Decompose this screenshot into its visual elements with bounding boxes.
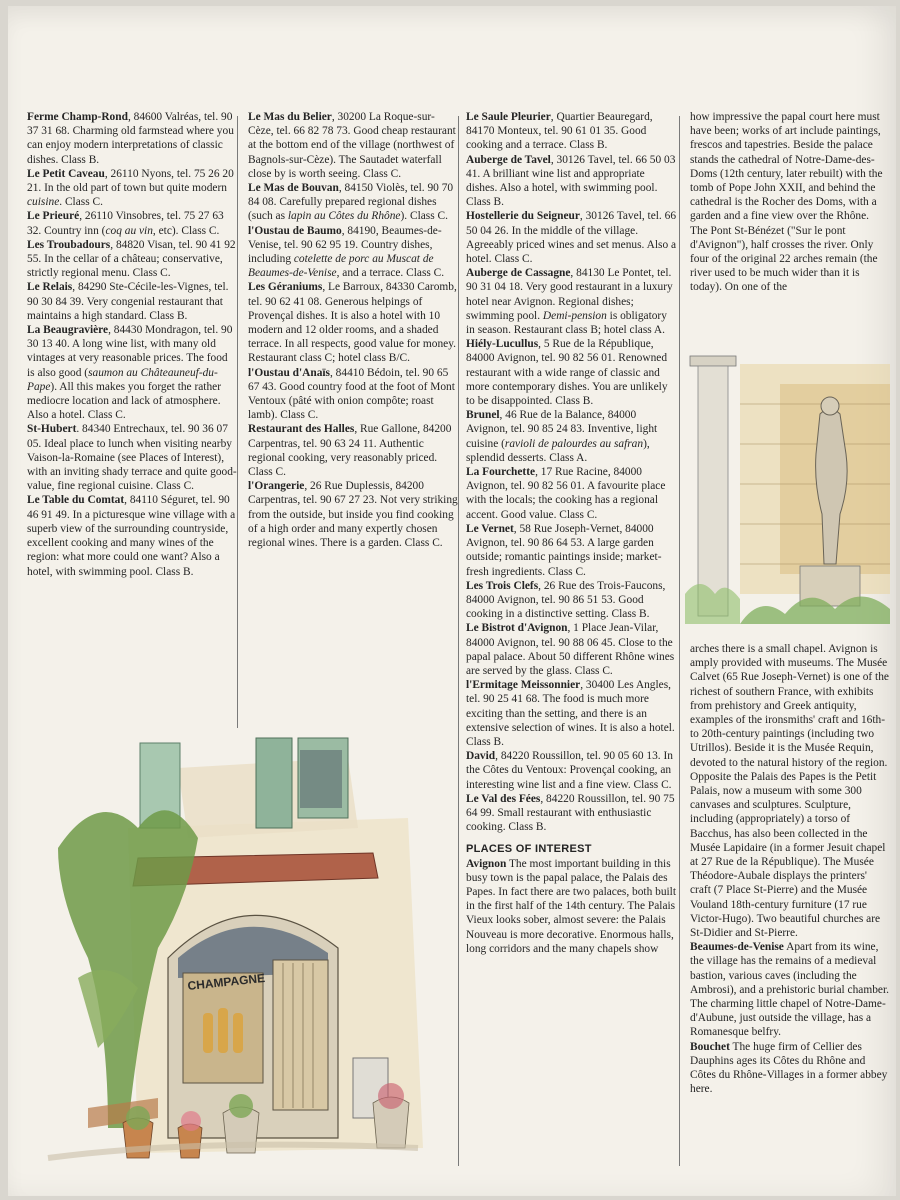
entry-text: , 84220 Roussillon, tel. 90 05 60 13. In the Côtes du Ventoux: Provençal cooking, an interesting wine list and a fine view. Class C. [466, 750, 673, 791]
entry [466, 522, 678, 579]
statue-illustration [680, 344, 894, 634]
entry-text: , 84430 Mondragon, tel. 90 30 13 40. A long wine list, with many old vintages at very reasonable prices. The food is also good ( [27, 324, 233, 379]
shop-front-illustration [28, 728, 438, 1168]
entry [248, 422, 458, 479]
entry [690, 642, 890, 940]
entry-text: , Le Barroux, 84330 Caromb, tel. 90 62 41 08. Generous helpings of Provençal dishes. It is also a hotel with 10 modern and 12 older rooms, and a shaded terrace. In all respects, good value for money. Restaurant class C; hotel class B/C. [248, 281, 457, 365]
entry-text: , 84190, Beaumes-de-Venise, tel. 90 62 95 19. Country dishes, including [248, 224, 442, 266]
entry-name: La Fourchette [466, 466, 536, 479]
entry-text: , 58 Rue Joseph-Vernet, 84000 Avignon, tel. 90 86 64 53. A large garden outside; romantic paintings inside; market-fresh ingredients. Class C. [466, 522, 662, 578]
entry-text: The huge firm of Cellier des Dauphins ages its Côtes du Rhône and Côtes du Rhône-Villages in a former abbey here. [690, 1040, 888, 1096]
entry-text: , 26 Rue des Trois-Faucons, 84000 Avignon, tel. 90 86 51 53. Good cooking in a distinctive setting. Class B. [466, 579, 666, 621]
entry-text: , 46 Rue de la Balance, 84000 Avignon, tel. 90 85 24 83. Inventive, light cuisine ( [466, 409, 658, 450]
entry-name: l'Ermitage Meissonnier [466, 679, 581, 692]
entry [466, 337, 678, 408]
entry [466, 678, 678, 749]
entry-italic: saumon au Châteauneuf-du-Pape [27, 366, 218, 393]
restaurant-list [466, 110, 678, 834]
entry-name: Le Table du Comtat [27, 494, 125, 507]
entry-italic: Demi-pension [542, 309, 607, 322]
entry [248, 280, 458, 365]
restaurant-column-2 [248, 110, 458, 550]
entry-italic: coq au vin [105, 224, 153, 237]
entry [466, 153, 678, 210]
entry-name: Le Vernet [466, 522, 514, 535]
entry-name: l'Oustau de Baumo [248, 224, 342, 237]
entry-name: Hostellerie du Seigneur [466, 210, 580, 223]
entry-text: The Pont St-Bénézet ("Sur le pont d'Avignon"), half crosses the river. Only four of the original 22 arches remain (the river used to be much wider than it is today). On one of the [690, 224, 878, 294]
entry-name: Les Trois Clefs [466, 579, 539, 592]
entry-text: , 26110 Vinsobres, tel. 75 27 63 32. Country inn ( [27, 210, 224, 237]
entry [690, 110, 890, 224]
entry-text: , 84110 Séguret, tel. 90 46 91 49. In a picturesque wine village with a superb view of the surrounding countryside, excellent cooking and many wines of the region: what more could one want? Also a hotel, with swimming pool. Class B. [27, 494, 236, 578]
entry [27, 167, 237, 210]
entry-name: St-Hubert [27, 423, 77, 436]
entry [690, 940, 890, 1039]
place-entry-avignon [466, 857, 678, 956]
entry-name: Hiély-Lucullus [466, 338, 539, 351]
entry-text: is obligatory in season. Restaurant class B; hotel class A. [466, 309, 667, 337]
entry [466, 209, 678, 266]
entry [27, 110, 237, 167]
entry [248, 110, 458, 181]
entry-name: La Beaugravière [27, 324, 109, 337]
entry-text: , 30126 Tavel, tel. 66 50 04 26. In the middle of the village. Agreeably priced wines and set menus. Also a hotel. Class C. [466, 210, 677, 266]
entry-name: Le Mas de Bouvan [248, 182, 339, 195]
entry-italic: cotelette de porc au Muscat de Beaumes-de-Venise [248, 253, 434, 280]
entry-text: , 5 Rue de la République, 84000 Avignon, tel. 90 82 56 01. Renowned restaurant with a wide range of classic and more contemporary dishes. You are unlikely to be disappointed. Class B. [466, 338, 668, 408]
entry-name: Le Petit Caveau [27, 167, 105, 180]
entry-text: , 84130 Le Pontet, tel. 90 31 04 18. Very good restaurant in a luxury hotel near Avignon. Regional dishes; swimming pool. [466, 267, 673, 322]
places-heading: PLACES OF INTEREST [466, 843, 592, 856]
entry-text: , 26110 Nyons, tel. 75 26 20 21. In the old part of town but quite modern [27, 167, 234, 195]
entry-italic: lapin au Côtes du Rhône [287, 210, 401, 223]
book-page [8, 6, 896, 1196]
entry-name: Auberge de Tavel [466, 153, 551, 166]
entry-name: Le Prieuré [27, 210, 80, 223]
place-text: The most important building in this busy town is the papal palace, the Palais des Papes. In fact there are two palaces, both built in the first half of the 14th century. The Palais Vieux looks sober, almost severe: the Palais Nouveau is more decorative. Enormous halls, long corridors and the many chapels show [466, 857, 677, 955]
entry-name: Restaurant des Halles [248, 423, 355, 436]
entry [27, 422, 237, 493]
entry [27, 238, 237, 281]
entry [466, 465, 678, 522]
entry-name: Le Saule Pleurier [466, 111, 551, 123]
entry-text: ), splendid desserts. Class A. [466, 437, 650, 464]
restaurant-column-3 [466, 110, 678, 956]
places-column-bottom [690, 642, 890, 1097]
entry [248, 366, 458, 423]
column-rule-2 [458, 116, 459, 1166]
entry [466, 579, 678, 622]
entry-text: , 30126 Tavel, tel. 66 50 03 41. A brilliant wine list and appropriate dishes. Also a hotel, with swimming pool. Class B. [466, 153, 676, 209]
entry [466, 110, 678, 153]
entry-text: , 84600 Valréas, tel. 90 37 31 68. Charming old farmstead where you can enjoy modern interpretations of classic dishes. Class B. [27, 111, 234, 166]
entry-text: ). All this makes you forget the rather mediocre location and lack of atmosphere. Also a hotel. Class C. [27, 380, 222, 422]
entry-name: Les Troubadours [27, 238, 111, 251]
entry-name: David [466, 750, 496, 763]
entry [248, 224, 458, 281]
entry-text: , 30200 La Roque-sur-Cèze, tel. 66 82 78 73. Good cheap restaurant at the bottom end of the village (northwest of Bagnols-sur-Cèze). The Sautadet waterfall close by is worth seeing. Class C. [248, 111, 456, 180]
entry [27, 323, 237, 422]
entry-text: , 84290 Ste-Cécile-les-Vignes, tel. 90 30 84 39. Very congenial restaurant that maintains a high standard. Class B. [27, 281, 229, 322]
entry-text: . 84340 Entrechaux, tel. 90 36 07 05. Ideal place to lunch when visiting nearby Vaison-la-Romaine (see Places of Interest), with an inviting shady terrace and quite good-value, fine regional cuisine. Class C. [27, 423, 237, 493]
places-column-top [690, 110, 890, 295]
entry-text: , and a terrace. Class C. [336, 267, 445, 280]
entry [248, 181, 458, 224]
entry-text: , 84820 Visan, tel. 90 41 92 55. In the cellar of a château; conservative, strictly regional menu. Class C. [27, 238, 236, 280]
entry [27, 209, 237, 237]
entry-italic: ravioli de palourdes au safran [504, 437, 644, 450]
entry-name: Bouchet [690, 1040, 730, 1053]
entry-italic: cuisine [27, 196, 60, 209]
entry [466, 792, 678, 835]
entry-name: Le Mas du Belier [248, 111, 332, 123]
place-name: Avignon [466, 857, 507, 870]
entry [248, 479, 458, 550]
entry-text: , 84410 Bédoin, tel. 90 65 67 43. Good country food at the foot of Mont Ventoux (pâté with onion compôte; roast lamb). Class C. [248, 366, 455, 422]
entry-name: Le Val des Fées [466, 792, 541, 805]
entry-name: Ferme Champ-Rond [27, 111, 128, 123]
entry [466, 408, 678, 465]
entry [27, 493, 237, 578]
entry-name: Les Géraniums [248, 281, 323, 294]
entry-name: l'Orangerie [248, 480, 305, 493]
entry-text: , etc). Class C. [152, 224, 220, 237]
entry-name: Le Relais [27, 281, 73, 294]
column-rule-3 [679, 116, 680, 1166]
entry [690, 224, 890, 295]
entry-text: . Class C. [59, 196, 103, 209]
entry-text: ). Class C. [400, 210, 448, 223]
entry-text: , 84150 Violès, tel. 90 70 84 08. Carefully prepared regional dishes (such as [248, 182, 454, 223]
entry-text: , 17 Rue Racine, 84000 Avignon, tel. 90 82 56 01. A favourite place with the locals; the cooking has a regional accent. Good value. Class C. [466, 466, 666, 521]
entry [27, 280, 237, 323]
entry-text: Apart from its wine, the village has the remains of a medieval bastion, various caves (including the Ambrosi), and a prehistoric burial chamber. The charming little chapel of Notre-Dame-d'Aubune, just outside the village, has a Romanesque belfry. [690, 941, 889, 1039]
entry-text: , Rue Gallone, 84200 Carpentras, tel. 90 63 24 11. Authentic regional cooking, very reasonably priced. Class C. [248, 423, 452, 479]
entry-text: , Quartier Beauregard, 84170 Monteux, tel. 90 61 01 35. Good cooking and a terrace. Class B. [466, 111, 653, 152]
entry-name: Auberge de Cassagne [466, 267, 571, 280]
entry [690, 1040, 890, 1097]
entry-name: l'Oustau d'Anaïs [248, 366, 330, 379]
entry-text: , 84220 Roussillon, tel. 90 75 64 99. Small restaurant with enthusiastic cooking. Class B. [466, 792, 675, 834]
entry-text: how impressive the papal court here must have been; works of art include paintings, frescos and tapestries. Beside the palace stands the cathedral of Notre-Dame-des-Doms (12th century, later rebuilt) with the tomb of Pope John XXII, and behind the cathedral is the Rocher des Doms, with a garden and a fine view over the Rhône. [690, 111, 883, 223]
entry-text: , 1 Place Jean-Vilar, 84000 Avignon, tel. 90 88 06 45. Close to the papal palace. About 50 different Rhône wines are served by the glass. Class C. [466, 622, 675, 677]
shop-sign-text: CHAMPAGNE [186, 970, 266, 993]
column-rule-1 [237, 116, 238, 728]
entry-name: Brunel [466, 409, 500, 422]
restaurant-column-1 [27, 110, 237, 579]
entry-text: arches there is a small chapel. Avignon is amply provided with museums. The Musée Calvet (65 Rue Joseph-Vernet) is one of the richest of southern France, with exhibits from prehistory and Greek antiquity, examples of the ironsmiths' craft and 16th- to 20th-century paintings (including two Utrillos). Beside it is the Musée Requin, devoted to the natural history of the region. Opposite the Palais des Papes is the Petit Palais, now a museum with some 300 canvases and sculptures. Sculpture, including (appropriately) a torso of Bacchus, has also been collected in the Musée Lapidaire (in a former Jesuit chapel at 27 Rue de la République). The Musée Théodore-Aubale displays the printers' craft (7 Place St-Pierre) and the Musée Vouland 18th-century furniture (17 rue Victor-Hugo). Two beautiful churches are St-Didier and St-Pierre. [690, 643, 889, 940]
entry-text: , 30400 Les Angles, tel. 90 25 41 68. The food is much more exciting than the setting, and there is an extensive selection of wines. It is also a hotel. Class B. [466, 679, 675, 748]
entry [466, 266, 678, 337]
entry [466, 749, 678, 792]
entry-name: Beaumes-de-Venise [690, 941, 784, 954]
entry-name: Le Bistrot d'Avignon [466, 622, 568, 635]
entry-text: , 26 Rue Duplessis, 84200 Carpentras, tel. 90 67 27 23. Not very striking from the outside, but inside you find cooking of a high order and many expertly chosen regional wines. There is a garden. Class C. [248, 480, 458, 550]
entry [466, 621, 678, 678]
